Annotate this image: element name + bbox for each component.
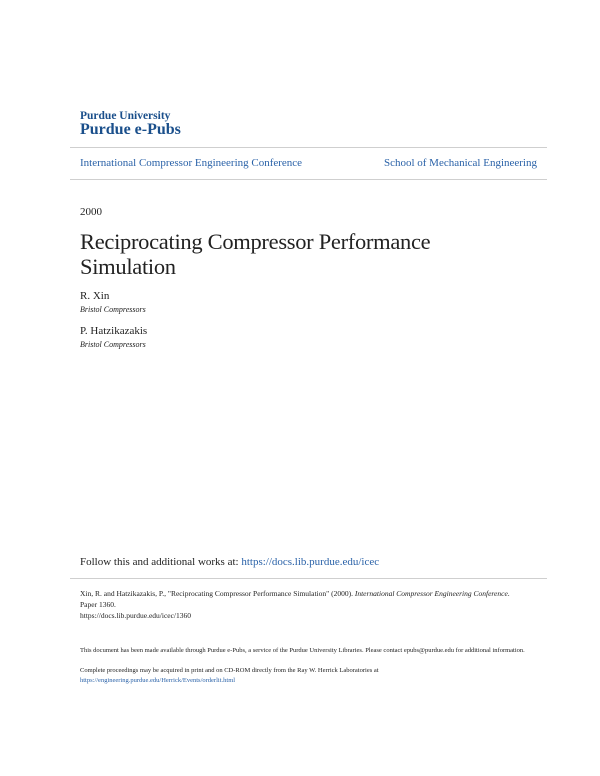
follow-line — [80, 556, 379, 568]
nav-divider — [70, 179, 547, 180]
availability-note: This document has been made available through Purdue e-Pubs, a service of the Purdue University Libraries. Please contact epubs@purdue.edu for additional information. — [80, 647, 525, 654]
follow-prefix: Follow this and additional works at: — [80, 556, 242, 568]
proceedings-note — [80, 666, 525, 686]
citation-text: Xin, R. and Hatzikazakis, P., "Reciprocating Compressor Performance Simulation" (2000). — [80, 589, 355, 598]
citation-paper: . Paper 1360. — [80, 589, 510, 609]
author-name: P. Hatzikazakis — [80, 325, 148, 337]
author-name: R. Xin — [80, 290, 110, 302]
repository-name[interactable]: Purdue e-Pubs — [80, 121, 181, 138]
citation-divider — [70, 578, 547, 579]
conference-link[interactable]: International Compressor Engineering Conference — [80, 157, 303, 169]
top-divider — [70, 147, 547, 148]
citation-conference: International Compressor Engineering Conference — [354, 589, 508, 598]
citation-block — [80, 588, 520, 621]
herrick-link[interactable]: https://engineering.purdue.edu/Herrick/Events/orderlit.html — [80, 677, 236, 684]
citation-url[interactable]: https://docs.lib.purdue.edu/icec/1360 — [80, 611, 192, 620]
paper-title: Reciprocating Compressor Performance Simulation — [80, 229, 431, 279]
follow-link[interactable]: https://docs.lib.purdue.edu/icec — [241, 556, 380, 568]
school-link[interactable]: School of Mechanical Engineering — [383, 157, 537, 169]
author-affiliation: Bristol Compressors — [80, 305, 146, 314]
author-affiliation: Bristol Compressors — [80, 340, 146, 349]
university-name: Purdue University — [80, 110, 171, 122]
proceedings-text: Complete proceedings may be acquired in print and on CD-ROM directly from the Ray W. Herrick Laboratories at — [80, 667, 379, 674]
publication-year: 2000 — [80, 206, 102, 218]
